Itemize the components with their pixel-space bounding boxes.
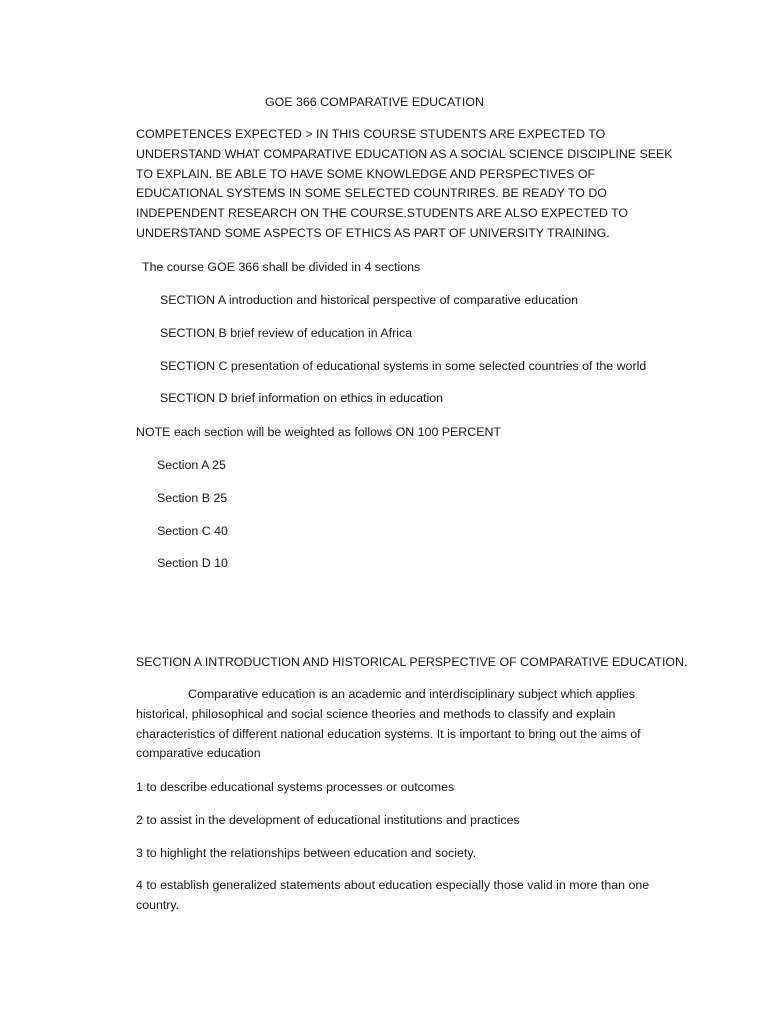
aim-item: 2 to assist in the development of educational institutions and practices <box>136 813 520 827</box>
section-list-item: SECTION A introduction and historical perspective of comparative education <box>160 293 579 307</box>
weighting-note: NOTE each section will be weighted as follows ON 100 PERCENT <box>136 425 501 439</box>
section-list-item: SECTION D brief information on ethics in education <box>160 391 444 405</box>
weight-item: Section C 40 <box>157 524 228 538</box>
aim-item: 4 to establish generalized statements about education especially those valid in more than one country. <box>136 878 650 912</box>
aim-item: 3 to highlight the relationships between education and society. <box>136 846 477 860</box>
weight-item: Section B 25 <box>157 491 228 505</box>
weight-item: Section A 25 <box>157 458 226 472</box>
aim-item: 1 to describe educational systems processes or outcomes <box>136 780 455 794</box>
document-title: GOE 366 COMPARATIVE EDUCATION <box>265 95 484 109</box>
intro-paragraph: Comparative education is an academic and interdisciplinary subject which applies historical, philosophical and social science theories and methods to classify and explain characteristics of different national education systems. It is important to bring out the aims of comparative education <box>136 687 641 761</box>
course-division-text: The course GOE 366 shall be divided in 4 sections <box>142 260 421 274</box>
section-list-item: SECTION B brief review of education in Africa <box>160 326 413 340</box>
competences-paragraph: COMPETENCES EXPECTED > IN THIS COURSE STUDENTS ARE EXPECTED TO UNDERSTAND WHAT COMPARATIVE EDUCATION AS A SOCIAL SCIENCE DISCIPLINE SEEK TO EXPLAIN. BE ABLE TO HAVE SOME KNOWLEDGE AND PERSPECTIVES OF EDUCATIONAL SYSTEMS IN SOME SELECTED COUNTRIRES. BE READY TO DO INDEPENDENT RESEARCH ON THE COURSE.STUDENTS ARE ALSO EXPECTED TO UNDERSTAND SOME ASPECTS OF ETHICS AS PART OF UNIVERSITY TRAINING. <box>136 127 673 240</box>
weight-item: Section D 10 <box>157 556 228 570</box>
section-a-heading: SECTION A INTRODUCTION AND HISTORICAL PERSPECTIVE OF COMPARATIVE EDUCATION. <box>136 655 688 669</box>
section-list-item: SECTION C presentation of educational systems in some selected countries of the world <box>160 359 647 373</box>
